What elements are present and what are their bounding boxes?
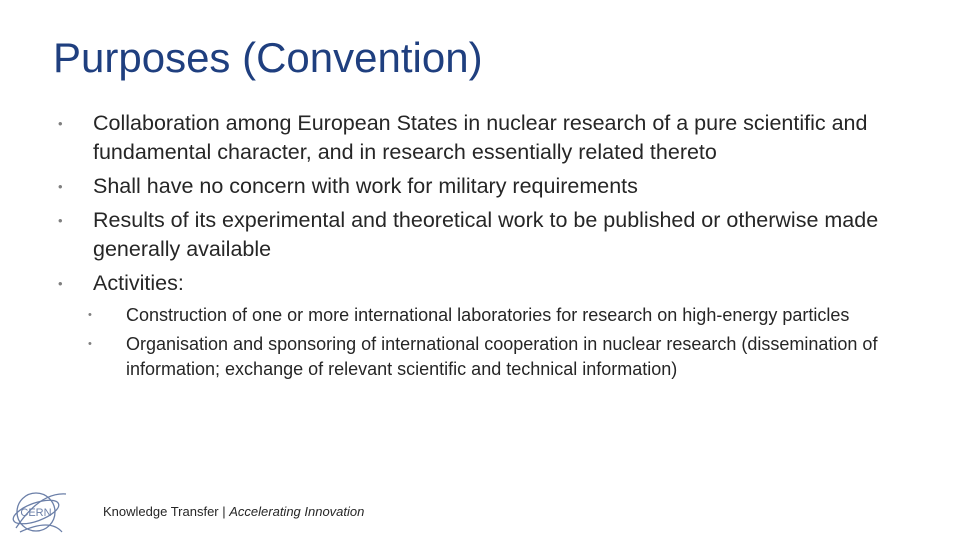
bullet-dot: • — [58, 276, 63, 291]
bullet-text: Collaboration among European States in nuclear research of a pure scientific and fundamental character, and in research essentially related thereto — [93, 111, 868, 164]
bullet-dot: • — [58, 213, 63, 228]
sub-bullet-item — [0, 303, 906, 328]
sub-bullet-list — [0, 303, 960, 382]
bullet-item — [0, 172, 913, 201]
logo-text: CERN — [20, 507, 52, 519]
sub-bullet-dot: • — [88, 338, 92, 350]
bullet-item — [0, 109, 913, 167]
bullet-item — [0, 269, 913, 298]
footer-tagline: Accelerating Innovation — [229, 504, 365, 519]
bullet-list — [0, 109, 960, 382]
sub-bullet-text: Organisation and sponsoring of international cooperation in nuclear research (dissemination of information; exchange of relevant scientific and technical information) — [126, 334, 878, 379]
footer-text: Knowledge Transfer | — [103, 504, 230, 519]
sub-bullet-item — [0, 332, 906, 382]
bullet-dot: • — [58, 116, 63, 131]
sub-bullet-dot: • — [88, 309, 92, 321]
bullet-dot: • — [58, 179, 63, 194]
bullet-text: Results of its experimental and theoretical work to be published or otherwise made generally available — [93, 208, 879, 261]
sub-bullet-text: Construction of one or more international laboratories for research on high-energy particles — [126, 305, 850, 325]
bullet-item — [0, 206, 913, 264]
bullet-text: Activities: — [93, 271, 184, 295]
footer — [103, 504, 364, 520]
slide-title: Purposes (Convention) — [53, 34, 483, 81]
bullet-text: Shall have no concern with work for military requirements — [93, 174, 638, 198]
cern-logo-icon — [10, 488, 70, 534]
